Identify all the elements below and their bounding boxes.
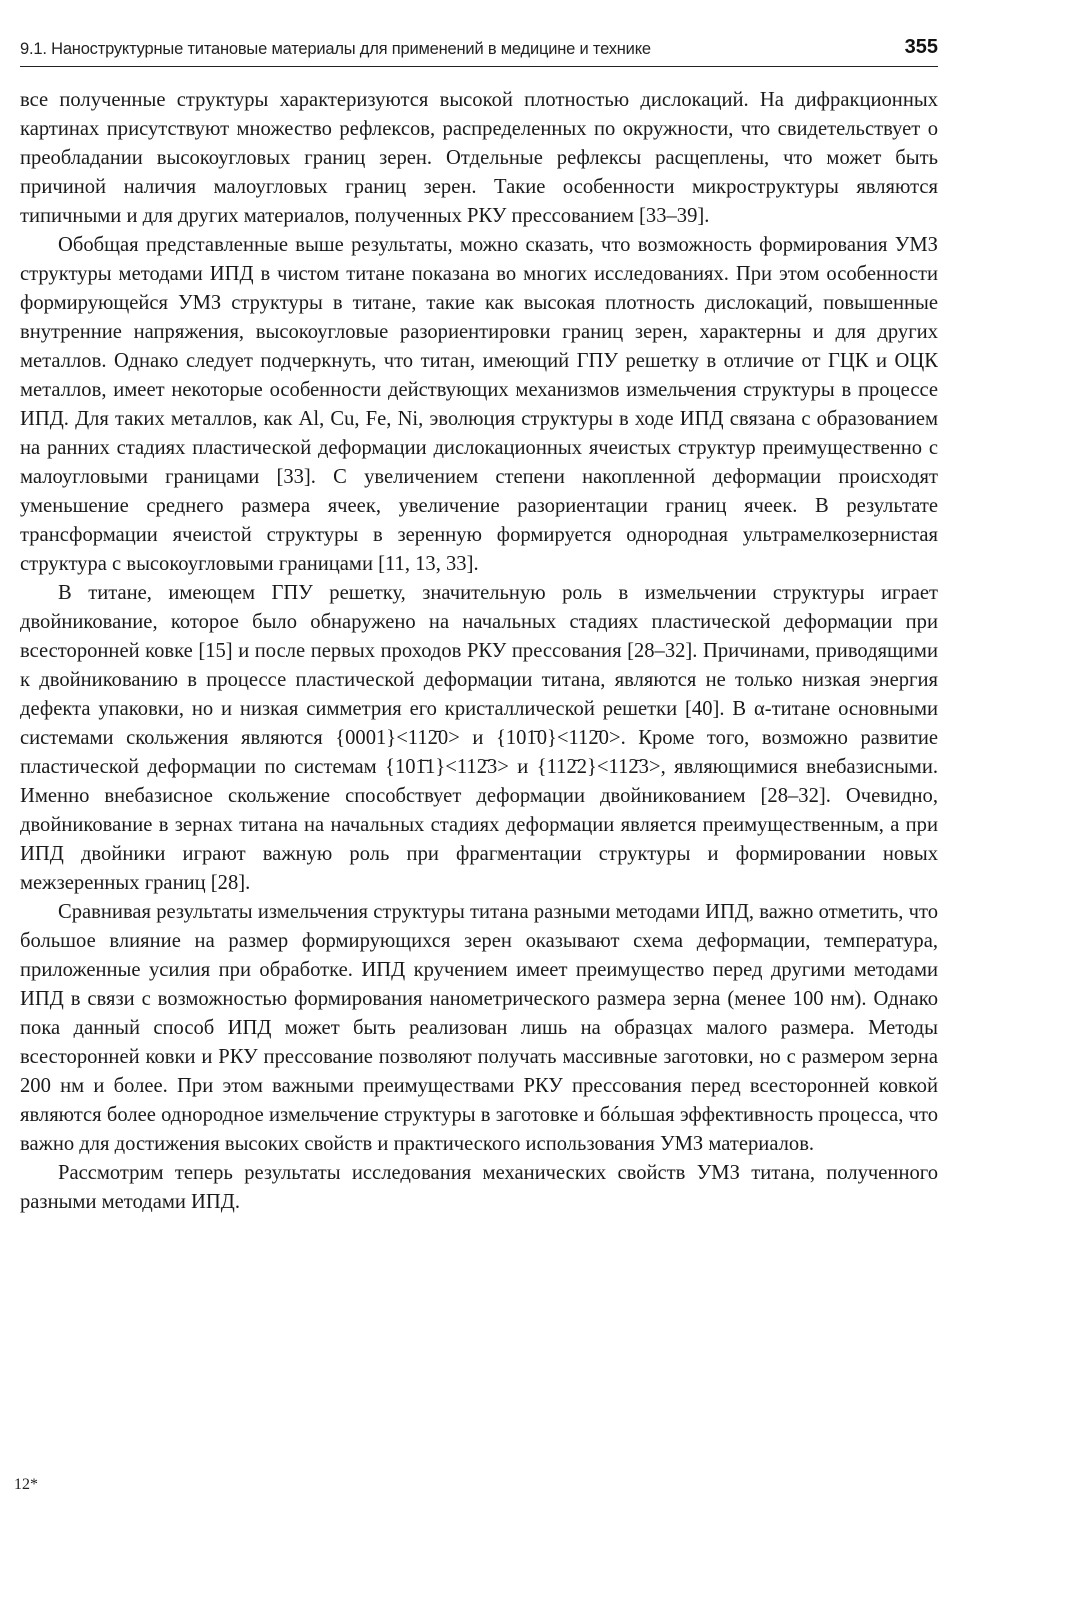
paragraph-twinning: В титане, имеющем ГПУ решетку, значительную роль в измельчении структуры играет двойникование, которое было обнаружено на начальных стадиях пластической деформации при всесторонней ковке [15] и после первых проходов РКУ прессования [28–32]. Причинами, приводящими к двойникованию в процессе пластической деформации титана, являются не только низкая энергия дефекта упаковки, но и низкая симметрия его кристаллической решетки [40]. В α-титане основными системами скольжения являются {0001}<112̄0> и {101̄0}<112̄0>. Кроме того, возможно развитие пластической деформации по системам {101̄1}<112̄3> и {112̄2}<112̄3>, являющимися внебазисными. Именно внебазисное скольжение способствует деформации двойникованием [28–32]. Очевидно, двойникование в зернах титана на начальных стадиях деформации является преимущественным, а при ИПД двойники играют важную роль при фрагментации структуры и формировании новых межзеренных границ [28]. xyxy=(20,582,938,894)
paragraph-next-topic: Рассмотрим теперь результаты исследования механических свойств УМЗ титана, полученного разными методами ИПД. xyxy=(20,1162,938,1213)
signature-mark: 12* xyxy=(14,1476,38,1493)
paragraph-method-comparison: Сравнивая результаты измельчения структуры титана разными методами ИПД, важно отметить, что большое влияние на размер формирующихся зерен оказывают схема деформации, температура, приложенные усилия при обработке. ИПД кручением имеет преимущество перед другими методами ИПД в связи с возможностью формирования нанометрического размера зерна (менее 100 нм). Однако пока данный способ ИПД может быть реализован лишь на образцах малого размера. Методы всесторонней ковки и РКУ прессование позволяют получать массивные заготовки, но с размером зерна 200 нм и более. При этом важными преимуществами РКУ прессования перед всесторонней ковкой являются более однородное измельчение структуры в заготовке и бóльшая эффективность процесса, что важно для достижения высоких свойств и практического использования УМЗ материалов. xyxy=(20,901,938,1155)
page-number: 355 xyxy=(904,36,938,58)
running-title: 9.1. Наноструктурные титановые материалы для применений в медицине и технике xyxy=(20,40,651,58)
paragraph-continuation: все полученные структуры характеризуются высокой плотностью дислокаций. На дифракционных картинах присутствуют множество рефлексов, распределенных по окружности, что свидетельствует о преобладании высокоугловых границ зерен. Отдельные рефлексы расщеплены, что может быть причиной наличия малоугловых границ зерен. Такие особенности микроструктуры являются типичными и для других материалов, полученных РКУ прессованием [33–39]. xyxy=(20,89,938,227)
paragraph-umz-formation: Обобщая представленные выше результаты, можно сказать, что возможность формирования УМЗ структуры методами ИПД в чистом титане показана во многих исследованиях. При этом особенности формирующейся УМЗ структуры в титане, такие как высокая плотность дислокаций, повышенные внутренние напряжения, высокоугловые разориентировки границ зерен, характерны и для других металлов. Однако следует подчеркнуть, что титан, имеющий ГПУ решетку в отличие от ГЦК и ОЦК металлов, имеет некоторые особенности действующих механизмов измельчения структуры в процессе ИПД. Для таких металлов, как Al, Cu, Fe, Ni, эволюция структуры в ходе ИПД связана с образованием на ранних стадиях пластической деформации дислокационных ячеистых структур преимущественно с малоугловыми границами [33]. С увеличением степени накопленной деформации происходят уменьшение среднего размера ячеек, увеличение разориентации границ ячеек. В результате трансформации ячеистой структуры в зеренную формируется однородная ультрамелкозернистая структура с высокоугловыми границами [11, 13, 33]. xyxy=(20,234,938,575)
running-header xyxy=(20,36,938,67)
body-text xyxy=(20,86,938,1217)
